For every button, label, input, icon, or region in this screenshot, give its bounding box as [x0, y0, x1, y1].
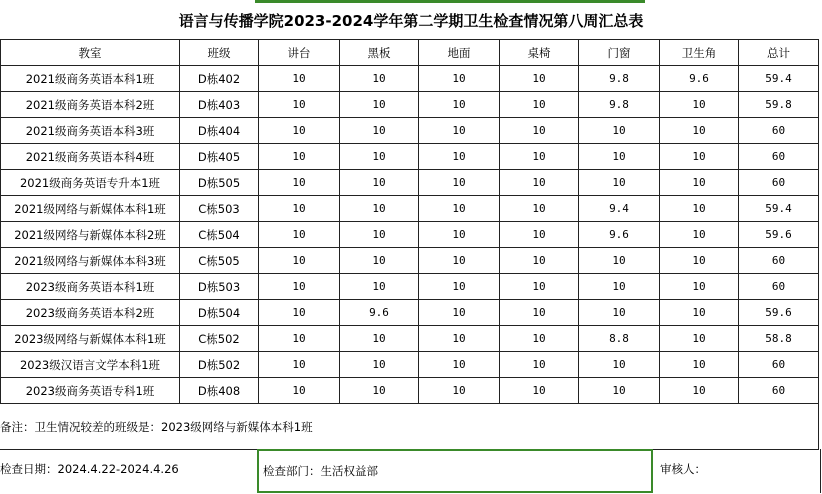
classroom-cell[interactable]: 2023级商务英语专科1班: [1, 378, 180, 404]
score-cell[interactable]: 58.8: [739, 326, 819, 352]
score-cell[interactable]: 10: [259, 66, 340, 92]
score-cell[interactable]: 10: [660, 300, 739, 326]
reviewer-label: 审核人：: [660, 462, 706, 476]
score-cell[interactable]: 10: [579, 352, 660, 378]
score-cell[interactable]: 59.4: [739, 196, 819, 222]
score-cell[interactable]: 59.4: [739, 66, 819, 92]
classroom-cell[interactable]: 2021级商务英语本科3班: [1, 118, 180, 144]
score-cell[interactable]: 10: [419, 92, 500, 118]
score-cell[interactable]: 10: [500, 66, 579, 92]
score-cell[interactable]: 10: [259, 326, 340, 352]
score-cell[interactable]: 10: [579, 144, 660, 170]
score-cell[interactable]: 10: [500, 352, 579, 378]
score-cell[interactable]: 10: [660, 378, 739, 404]
table-row: [1, 170, 819, 196]
class-room-number-cell[interactable]: D栋403: [180, 92, 259, 118]
table-row: [1, 326, 819, 352]
classroom-cell[interactable]: 2021级商务英语专升本1班: [1, 170, 180, 196]
score-cell[interactable]: 10: [340, 118, 419, 144]
score-cell[interactable]: 10: [660, 274, 739, 300]
column-header[interactable]: 班级: [180, 40, 259, 66]
score-cell[interactable]: 10: [259, 378, 340, 404]
score-cell[interactable]: 10: [419, 118, 500, 144]
column-header[interactable]: 总计: [739, 40, 819, 66]
score-cell[interactable]: 60: [739, 118, 819, 144]
score-cell[interactable]: 10: [660, 222, 739, 248]
classroom-cell[interactable]: 2021级网络与新媒体本科3班: [1, 248, 180, 274]
score-cell[interactable]: 10: [419, 378, 500, 404]
class-room-number-cell[interactable]: D栋408: [180, 378, 259, 404]
score-cell[interactable]: 9.6: [660, 66, 739, 92]
score-cell[interactable]: 10: [419, 144, 500, 170]
score-cell[interactable]: 10: [259, 222, 340, 248]
reviewer-cell[interactable]: [658, 449, 821, 493]
score-cell[interactable]: 10: [419, 196, 500, 222]
column-header[interactable]: 讲台: [259, 40, 340, 66]
classroom-cell[interactable]: 2023级网络与新媒体本科1班: [1, 326, 180, 352]
score-cell[interactable]: 10: [500, 196, 579, 222]
score-cell[interactable]: 60: [739, 248, 819, 274]
score-cell[interactable]: 10: [579, 170, 660, 196]
score-cell[interactable]: 10: [419, 352, 500, 378]
sheet-title: 语言与传播学院2023-2024学年第二学期卫生检查情况第八周汇总表: [178, 12, 644, 30]
score-cell[interactable]: 10: [340, 352, 419, 378]
classroom-cell[interactable]: 2021级网络与新媒体本科1班: [1, 196, 180, 222]
score-cell[interactable]: 10: [419, 248, 500, 274]
score-cell[interactable]: 10: [340, 144, 419, 170]
score-cell[interactable]: 10: [500, 274, 579, 300]
score-cell[interactable]: 10: [259, 300, 340, 326]
class-room-number-cell[interactable]: D栋402: [180, 66, 259, 92]
score-cell[interactable]: 10: [259, 196, 340, 222]
score-cell[interactable]: 10: [340, 196, 419, 222]
table-row: [1, 118, 819, 144]
score-cell[interactable]: 10: [340, 378, 419, 404]
table-row: [1, 378, 819, 404]
classroom-cell[interactable]: 2021级商务英语本科4班: [1, 144, 180, 170]
score-cell[interactable]: 10: [660, 352, 739, 378]
score-cell[interactable]: 9.6: [579, 222, 660, 248]
score-cell[interactable]: 10: [259, 170, 340, 196]
class-room-number-cell[interactable]: D栋503: [180, 274, 259, 300]
score-cell[interactable]: 10: [579, 300, 660, 326]
score-cell[interactable]: 10: [259, 144, 340, 170]
score-cell[interactable]: 10: [259, 118, 340, 144]
class-room-number-cell[interactable]: D栋405: [180, 144, 259, 170]
table-row: [1, 92, 819, 118]
column-header[interactable]: 卫生角: [660, 40, 739, 66]
score-cell[interactable]: 10: [500, 326, 579, 352]
hygiene-summary-table: [0, 39, 819, 404]
score-cell[interactable]: 60: [739, 378, 819, 404]
score-cell[interactable]: 10: [500, 92, 579, 118]
score-cell[interactable]: 59.6: [739, 300, 819, 326]
score-cell[interactable]: 10: [660, 118, 739, 144]
column-header[interactable]: 教室: [1, 40, 180, 66]
score-cell[interactable]: 10: [419, 274, 500, 300]
inspection-row: [0, 449, 818, 493]
score-cell[interactable]: 9.8: [579, 92, 660, 118]
class-room-number-cell[interactable]: D栋404: [180, 118, 259, 144]
score-cell[interactable]: 10: [660, 196, 739, 222]
score-cell[interactable]: 10: [259, 92, 340, 118]
score-cell[interactable]: 10: [340, 66, 419, 92]
column-header[interactable]: 地面: [419, 40, 500, 66]
class-room-number-cell[interactable]: C栋503: [180, 196, 259, 222]
class-room-number-cell[interactable]: D栋505: [180, 170, 259, 196]
classroom-cell[interactable]: 2021级商务英语本科1班: [1, 66, 180, 92]
score-cell[interactable]: 9.4: [579, 196, 660, 222]
score-cell[interactable]: 10: [419, 66, 500, 92]
class-room-number-cell[interactable]: C栋505: [180, 248, 259, 274]
header-row: [1, 40, 819, 66]
inspection-dept: 检查部门：生活权益部: [263, 464, 378, 478]
table-row: [1, 248, 819, 274]
score-cell[interactable]: 10: [340, 274, 419, 300]
class-room-number-cell[interactable]: C栋502: [180, 326, 259, 352]
score-cell[interactable]: 10: [419, 170, 500, 196]
score-cell[interactable]: 8.8: [579, 326, 660, 352]
score-cell[interactable]: 60: [739, 144, 819, 170]
column-header[interactable]: 桌椅: [500, 40, 579, 66]
classroom-cell[interactable]: 2021级商务英语本科2班: [1, 92, 180, 118]
score-cell[interactable]: 9.8: [579, 66, 660, 92]
score-cell[interactable]: 10: [579, 118, 660, 144]
inspection-date: 检查日期：2024.4.22-2024.4.26: [0, 462, 179, 476]
score-cell[interactable]: 10: [419, 300, 500, 326]
score-cell[interactable]: 10: [500, 378, 579, 404]
classroom-cell[interactable]: 2023级汉语言文学本科1班: [1, 352, 180, 378]
score-cell[interactable]: 59.6: [739, 222, 819, 248]
selection-top-edge: [255, 0, 645, 3]
classroom-cell[interactable]: 2021级网络与新媒体本科2班: [1, 222, 180, 248]
table-row: [1, 300, 819, 326]
score-cell[interactable]: 10: [259, 352, 340, 378]
score-cell[interactable]: 10: [660, 92, 739, 118]
score-cell[interactable]: 10: [340, 326, 419, 352]
class-room-number-cell[interactable]: D栋502: [180, 352, 259, 378]
score-cell[interactable]: 10: [340, 92, 419, 118]
table-row: [1, 66, 819, 92]
score-cell[interactable]: 10: [259, 274, 340, 300]
score-cell[interactable]: 10: [579, 378, 660, 404]
classroom-cell[interactable]: 2023级商务英语本科2班: [1, 300, 180, 326]
class-room-number-cell[interactable]: C栋504: [180, 222, 259, 248]
score-cell[interactable]: 10: [660, 144, 739, 170]
score-cell[interactable]: 10: [660, 248, 739, 274]
table-row: [1, 222, 819, 248]
score-cell[interactable]: 59.8: [739, 92, 819, 118]
inspection-dept-cell[interactable]: [257, 449, 653, 493]
table-row: [1, 274, 819, 300]
inspection-date-cell[interactable]: [0, 449, 256, 493]
score-cell[interactable]: 10: [340, 248, 419, 274]
score-cell[interactable]: 10: [500, 118, 579, 144]
classroom-cell[interactable]: 2023级商务英语本科1班: [1, 274, 180, 300]
score-cell[interactable]: 10: [500, 170, 579, 196]
score-cell[interactable]: 10: [419, 326, 500, 352]
table-row: [1, 352, 819, 378]
score-cell[interactable]: 10: [340, 222, 419, 248]
score-cell[interactable]: 10: [500, 144, 579, 170]
score-cell[interactable]: 9.6: [340, 300, 419, 326]
score-cell[interactable]: 60: [739, 274, 819, 300]
score-cell[interactable]: 10: [500, 300, 579, 326]
table-row: [1, 196, 819, 222]
score-cell[interactable]: 10: [500, 248, 579, 274]
score-cell[interactable]: 10: [340, 170, 419, 196]
score-cell[interactable]: 60: [739, 352, 819, 378]
score-cell[interactable]: 10: [500, 222, 579, 248]
score-cell[interactable]: 10: [660, 326, 739, 352]
score-cell[interactable]: 10: [419, 222, 500, 248]
score-cell[interactable]: 10: [660, 170, 739, 196]
remark-row[interactable]: [0, 403, 819, 450]
score-cell[interactable]: 60: [739, 170, 819, 196]
table-row: [1, 144, 819, 170]
column-header[interactable]: 门窗: [579, 40, 660, 66]
score-cell[interactable]: 10: [579, 248, 660, 274]
remark-text: 备注：卫生情况较差的班级是：2023级网络与新媒体本科1班: [0, 420, 313, 434]
class-room-number-cell[interactable]: D栋504: [180, 300, 259, 326]
column-header[interactable]: 黑板: [340, 40, 419, 66]
score-cell[interactable]: 10: [259, 248, 340, 274]
score-cell[interactable]: 10: [579, 274, 660, 300]
